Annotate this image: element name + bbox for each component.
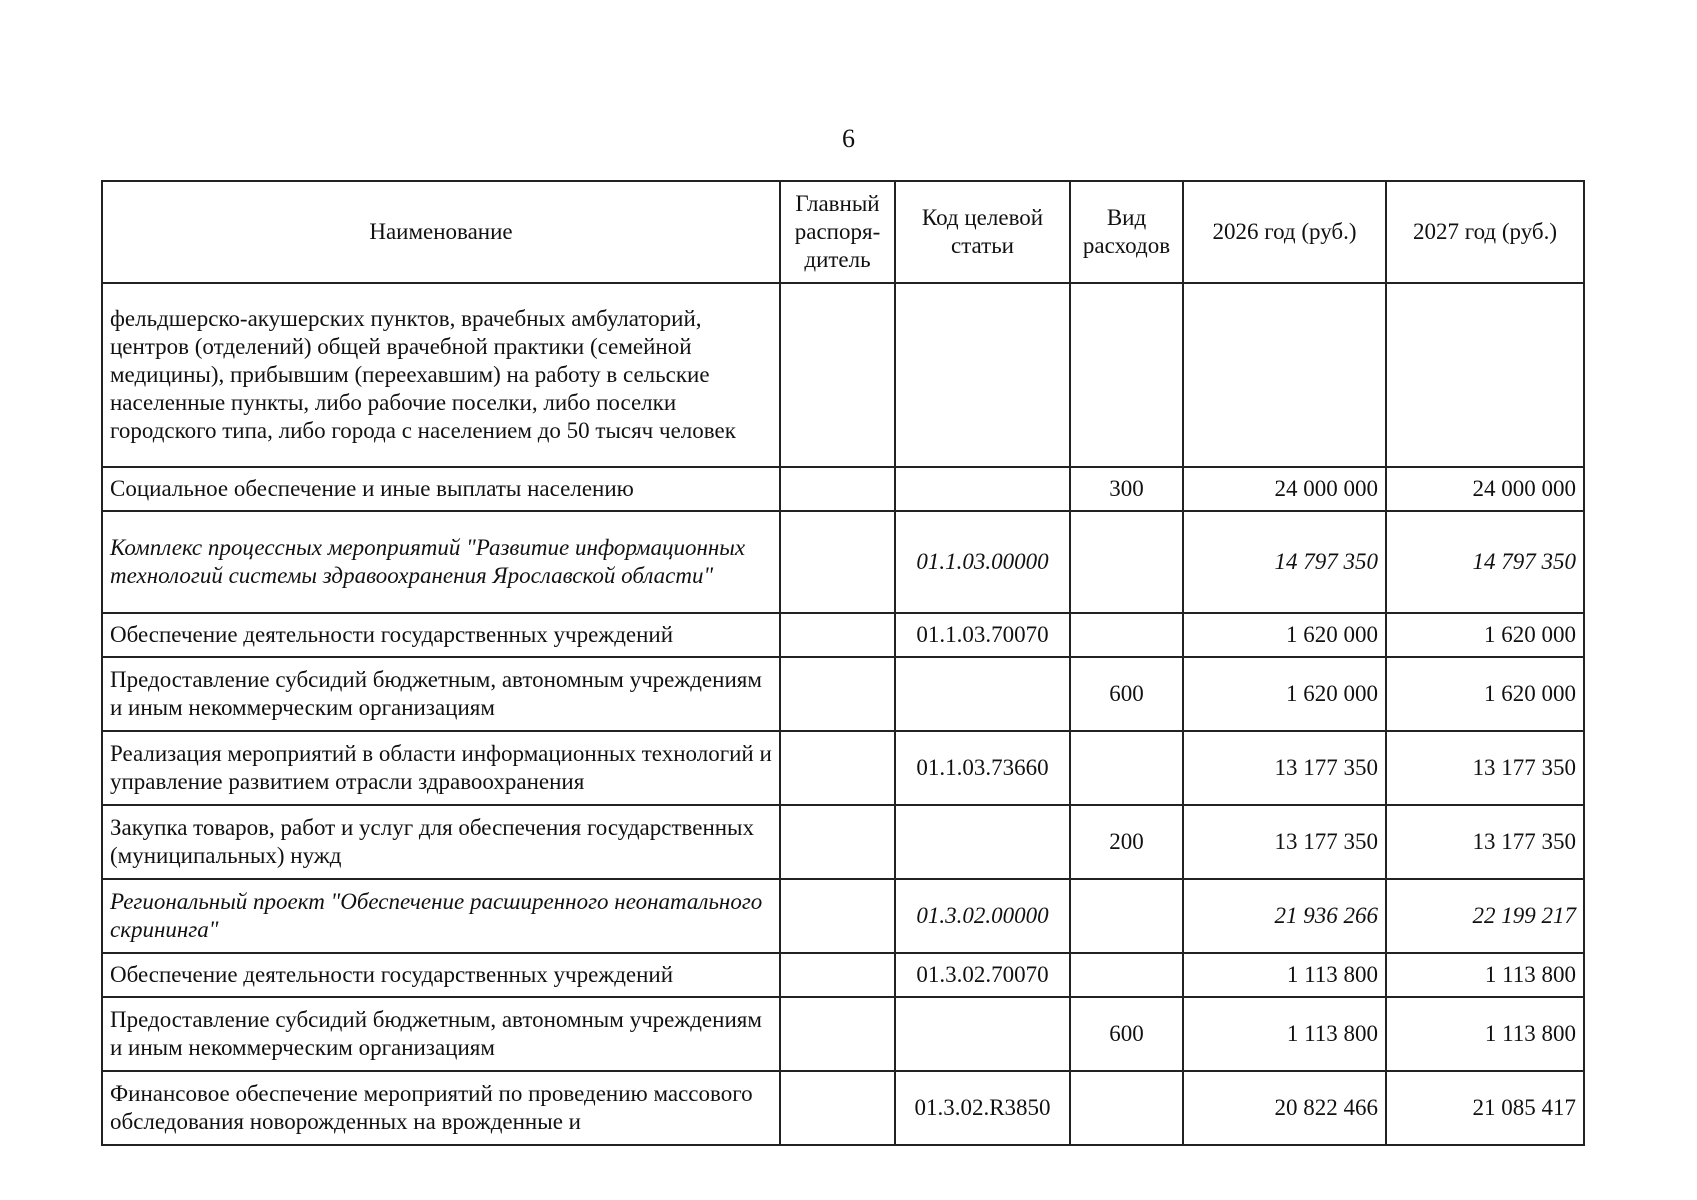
- row-type: 600: [1070, 997, 1183, 1071]
- row-name: Предоставление субсидий бюджетным, автономным учреждениям и иным некоммерческим организациям: [102, 657, 780, 731]
- row-2027: 14 797 350: [1386, 511, 1584, 613]
- row-code: 01.3.02.R3850: [895, 1071, 1070, 1145]
- row-name: Социальное обеспечение и иные выплаты населению: [102, 467, 780, 511]
- row-code: 01.1.03.73660: [895, 731, 1070, 805]
- row-code: [895, 657, 1070, 731]
- row-2026: 1 620 000: [1183, 657, 1386, 731]
- header-manager: Главный распоря-дитель: [780, 181, 895, 283]
- row-manager: [780, 879, 895, 953]
- row-manager: [780, 805, 895, 879]
- row-manager: [780, 511, 895, 613]
- table-row: [102, 283, 1584, 467]
- table-row: [102, 657, 1584, 731]
- row-2027: 1 113 800: [1386, 953, 1584, 997]
- row-type: [1070, 1071, 1183, 1145]
- row-name: Предоставление субсидий бюджетным, автономным учреждениям и иным некоммерческим организациям: [102, 997, 780, 1071]
- header-year-2026: 2026 год (руб.): [1183, 181, 1386, 283]
- row-name: Закупка товаров, работ и услуг для обеспечения государственных (муниципальных) нужд: [102, 805, 780, 879]
- row-manager: [780, 953, 895, 997]
- row-2027: 1 620 000: [1386, 613, 1584, 657]
- row-code: 01.1.03.70070: [895, 613, 1070, 657]
- row-name: Региональный проект "Обеспечение расширенного неонатального скрининга": [102, 879, 780, 953]
- row-name: Обеспечение деятельности государственных учреждений: [102, 613, 780, 657]
- row-2026: 14 797 350: [1183, 511, 1386, 613]
- table-row: [102, 511, 1584, 613]
- row-code: [895, 283, 1070, 467]
- row-code: [895, 467, 1070, 511]
- row-2026: 1 620 000: [1183, 613, 1386, 657]
- header-name: Наименование: [102, 181, 780, 283]
- row-type: 200: [1070, 805, 1183, 879]
- row-type: [1070, 511, 1183, 613]
- row-2027: 13 177 350: [1386, 805, 1584, 879]
- row-type: 300: [1070, 467, 1183, 511]
- row-manager: [780, 467, 895, 511]
- row-2026: 1 113 800: [1183, 953, 1386, 997]
- header-target-code: Код целевой статьи: [895, 181, 1070, 283]
- row-2027: 13 177 350: [1386, 731, 1584, 805]
- table-row: [102, 953, 1584, 997]
- row-2027: 22 199 217: [1386, 879, 1584, 953]
- row-2026: 13 177 350: [1183, 731, 1386, 805]
- row-2026: 24 000 000: [1183, 467, 1386, 511]
- row-2026: [1183, 283, 1386, 467]
- row-name: Финансовое обеспечение мероприятий по проведению массового обследования новорожденных на врожденные и: [102, 1071, 780, 1145]
- row-type: [1070, 731, 1183, 805]
- row-manager: [780, 997, 895, 1071]
- row-2026: 13 177 350: [1183, 805, 1386, 879]
- budget-table: [101, 180, 1585, 1146]
- table-row: [102, 879, 1584, 953]
- table-row: [102, 731, 1584, 805]
- table-row: [102, 613, 1584, 657]
- row-name: Обеспечение деятельности государственных учреждений: [102, 953, 780, 997]
- row-2026: 21 936 266: [1183, 879, 1386, 953]
- row-2027: 1 620 000: [1386, 657, 1584, 731]
- row-type: [1070, 879, 1183, 953]
- row-manager: [780, 657, 895, 731]
- table-row: [102, 805, 1584, 879]
- row-manager: [780, 613, 895, 657]
- table-row: [102, 467, 1584, 511]
- table-row: [102, 1071, 1584, 1145]
- header-expense-type: Вид расходов: [1070, 181, 1183, 283]
- row-2027: 24 000 000: [1386, 467, 1584, 511]
- table-row: [102, 997, 1584, 1071]
- row-name: Комплекс процессных мероприятий "Развитие информационных технологий системы здравоохранения Ярославской области": [102, 511, 780, 613]
- row-code: [895, 805, 1070, 879]
- row-type: 600: [1070, 657, 1183, 731]
- row-type: [1070, 953, 1183, 997]
- page-number: 6: [842, 124, 855, 153]
- header-year-2027: 2027 год (руб.): [1386, 181, 1584, 283]
- row-type: [1070, 283, 1183, 467]
- row-2027: 1 113 800: [1386, 997, 1584, 1071]
- row-code: [895, 997, 1070, 1071]
- row-2027: [1386, 283, 1584, 467]
- row-2026: 20 822 466: [1183, 1071, 1386, 1145]
- row-name: Реализация мероприятий в области информационных технологий и управление развитием отрасли здравоохранения: [102, 731, 780, 805]
- row-manager: [780, 731, 895, 805]
- row-2027: 21 085 417: [1386, 1071, 1584, 1145]
- table-header-row: [102, 181, 1584, 283]
- row-manager: [780, 283, 895, 467]
- row-code: 01.3.02.70070: [895, 953, 1070, 997]
- row-code: 01.1.03.00000: [895, 511, 1070, 613]
- row-type: [1070, 613, 1183, 657]
- row-code: 01.3.02.00000: [895, 879, 1070, 953]
- row-2026: 1 113 800: [1183, 997, 1386, 1071]
- row-name: фельдшерско-акушерских пунктов, врачебных амбулаторий, центров (отделений) общей врачебной практики (семейной медицины), прибывшим (переехавшим) на работу в сельские населенные пункты, либо рабочие поселки, либо поселки городского типа, либо города с населением до 50 тысяч человек: [102, 283, 780, 467]
- row-manager: [780, 1071, 895, 1145]
